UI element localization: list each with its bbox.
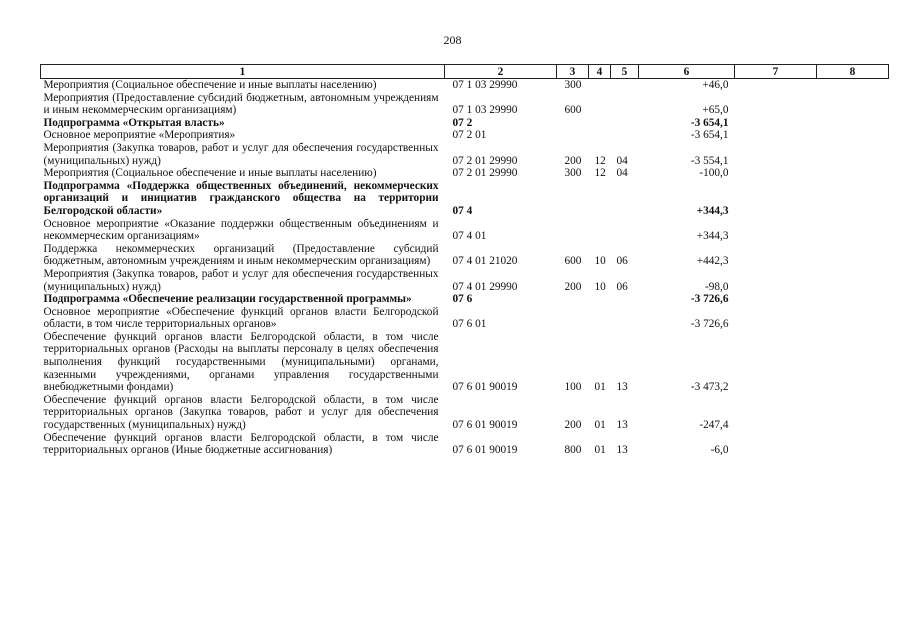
column-header: 4 (589, 65, 611, 79)
row-amount: -3 654,1 (690, 116, 729, 129)
row-col3 (557, 117, 589, 130)
row-name: Мероприятия (Предоставление субсидий бюджетным, автономным учреждениям и иным некоммерческим организациям) (43, 91, 439, 117)
row-name: Подпрограмма «Открытая власть» (43, 116, 225, 129)
row-col7 (735, 432, 817, 457)
row-col5 (611, 293, 639, 306)
row-col5: 13 (616, 381, 628, 394)
row-col7 (735, 117, 817, 130)
row-col7 (735, 142, 817, 167)
table-row (41, 306, 889, 331)
row-code: 07 6 01 (452, 318, 487, 331)
row-col4: 10 (594, 255, 606, 268)
row-code: 07 4 01 29990 (452, 280, 518, 293)
row-col3 (557, 129, 589, 142)
column-header: 7 (735, 65, 817, 79)
row-amount: -98,0 (704, 280, 729, 293)
row-col8 (817, 167, 889, 180)
row-col5 (611, 306, 639, 331)
row-code: 07 2 01 29990 (452, 167, 518, 180)
row-amount: -247,4 (699, 419, 729, 432)
row-code: 07 2 01 29990 (452, 154, 518, 167)
table-row (41, 268, 889, 293)
row-col4 (589, 129, 611, 142)
row-col4 (589, 293, 611, 306)
row-col3: 300 (564, 167, 582, 180)
page-number: 208 (443, 33, 462, 47)
table-row (41, 129, 889, 142)
row-col4: 01 (594, 444, 606, 457)
row-name: Поддержка некоммерческих организаций (Предоставление субсидий бюджетным, автономным учреждениям и иным некоммерческим организациям) (43, 242, 439, 268)
row-col4: 12 (594, 154, 606, 167)
table-row (41, 92, 889, 117)
row-col7 (735, 293, 817, 306)
row-code: 07 4 (452, 204, 473, 217)
row-code: 07 6 01 90019 (452, 419, 518, 432)
row-col7 (735, 243, 817, 268)
row-amount: +442,3 (696, 255, 729, 268)
row-col5 (611, 117, 639, 130)
row-col7 (735, 92, 817, 117)
row-col3 (557, 306, 589, 331)
row-name: Обеспечение функций органов власти Белгородской области, в том числе территориальных органов (Закупка товаров, работ и услуг для обеспечения государственных (муниципальных) нужд) (43, 393, 439, 432)
row-amount: -100,0 (699, 167, 729, 180)
row-code: 07 1 03 29990 (452, 104, 518, 117)
row-col7 (735, 331, 817, 394)
row-col5 (611, 180, 639, 218)
row-amount: -3 726,6 (690, 318, 729, 331)
row-col7 (735, 167, 817, 180)
table-row (41, 243, 889, 268)
row-col4: 01 (594, 419, 606, 432)
row-code: 07 6 01 90019 (452, 381, 518, 394)
table-header-row (41, 65, 889, 79)
row-amount: -3 473,2 (690, 381, 729, 394)
table-row (41, 293, 889, 306)
row-col4 (589, 117, 611, 130)
row-col7 (735, 268, 817, 293)
row-col4 (589, 92, 611, 117)
row-col8 (817, 92, 889, 117)
table-row (41, 331, 889, 394)
row-code: 07 1 03 29990 (452, 79, 518, 91)
row-col3: 100 (564, 381, 582, 394)
row-col4 (589, 306, 611, 331)
row-col5: 13 (616, 419, 628, 432)
table-row (41, 432, 889, 457)
row-col8 (817, 117, 889, 130)
row-name: Основное мероприятие «Мероприятия» (43, 129, 236, 142)
row-amount: +344,3 (696, 204, 729, 217)
row-col3: 200 (564, 154, 582, 167)
row-col3: 600 (564, 255, 582, 268)
table-body (41, 79, 889, 457)
row-col4: 01 (594, 381, 606, 394)
row-col3: 200 (564, 419, 582, 432)
row-name: Основное мероприятие «Оказание поддержки общественным объединениям и некоммерческим организациям» (43, 217, 439, 243)
row-col5: 04 (616, 167, 628, 180)
row-col8 (817, 180, 889, 218)
row-col5 (611, 79, 639, 92)
row-col3 (557, 180, 589, 218)
row-col7 (735, 306, 817, 331)
row-col5 (611, 92, 639, 117)
row-col4 (589, 218, 611, 243)
table-row (41, 167, 889, 180)
row-col8 (817, 394, 889, 432)
column-header: 1 (41, 65, 445, 79)
row-col3 (557, 218, 589, 243)
row-name: Мероприятия (Закупка товаров, работ и услуг для обеспечения государственных (муниципальных) нужд) (43, 141, 439, 167)
row-col8 (817, 293, 889, 306)
row-col3 (557, 293, 589, 306)
row-col5 (611, 129, 639, 142)
table-row (41, 142, 889, 167)
row-col4 (589, 180, 611, 218)
row-code: 07 2 (452, 116, 473, 129)
row-col7 (735, 79, 817, 92)
row-name: Основное мероприятие «Обеспечение функций органов власти Белгородской области, в том числе территориальных органов» (43, 305, 439, 331)
row-code: 07 4 01 (452, 230, 487, 243)
row-col3: 600 (564, 104, 582, 117)
row-col4: 12 (594, 167, 606, 180)
row-code: 07 6 01 90019 (452, 444, 518, 457)
column-header: 5 (611, 65, 639, 79)
row-name: Мероприятия (Социальное обеспечение и иные выплаты населению) (43, 167, 377, 180)
row-name: Мероприятия (Закупка товаров, работ и услуг для обеспечения государственных (муниципальных) нужд) (43, 267, 439, 293)
row-col4: 10 (594, 280, 606, 293)
column-header: 3 (557, 65, 589, 79)
row-amount: -3 554,1 (690, 154, 729, 167)
row-col5: 13 (616, 444, 628, 457)
row-name: Обеспечение функций органов власти Белгородской области, в том числе территориальных органов (Иные бюджетные ассигнования) (43, 431, 439, 457)
row-name: Подпрограмма «Поддержка общественных объединений, некоммерческих организаций и инициатив гражданского общества на территории Белгородской области» (43, 179, 439, 217)
row-col5: 06 (616, 280, 628, 293)
row-col7 (735, 180, 817, 218)
row-col8 (817, 432, 889, 457)
row-col5: 04 (616, 154, 628, 167)
row-name: Подпрограмма «Обеспечение реализации государственной программы» (43, 293, 412, 306)
row-col8 (817, 79, 889, 92)
row-amount: +65,0 (702, 104, 729, 117)
table-row (41, 117, 889, 130)
row-amount: +344,3 (696, 230, 729, 243)
row-amount: -6,0 (710, 444, 729, 457)
row-col5: 06 (616, 255, 628, 268)
row-amount: -3 654,1 (690, 129, 729, 142)
row-col7 (735, 394, 817, 432)
row-col7 (735, 218, 817, 243)
row-col4 (589, 79, 611, 92)
row-col7 (735, 129, 817, 142)
row-code: 07 2 01 (452, 129, 487, 142)
row-col8 (817, 331, 889, 394)
row-col3: 300 (564, 79, 582, 91)
row-col8 (817, 142, 889, 167)
row-col8 (817, 306, 889, 331)
column-header: 8 (817, 65, 889, 79)
row-col8 (817, 243, 889, 268)
column-header: 6 (639, 65, 735, 79)
budget-table (40, 64, 889, 457)
row-col8 (817, 129, 889, 142)
row-code: 07 4 01 21020 (452, 255, 518, 268)
row-name: Обеспечение функций органов власти Белгородской области, в том числе территориальных органов (Расходы на выплаты персоналу в целях обеспечения выполнения функций государственными (муниципальными) органами, казенными учреждениями, органами управления государственными внебюджетными фондами) (43, 330, 439, 394)
row-col3: 800 (564, 444, 582, 457)
column-header: 2 (445, 65, 557, 79)
row-code: 07 6 (452, 293, 473, 306)
table-row (41, 180, 889, 218)
table-row (41, 79, 889, 92)
row-col8 (817, 268, 889, 293)
row-col3: 200 (564, 280, 582, 293)
row-amount: -3 726,6 (690, 293, 729, 306)
row-amount: +46,0 (702, 79, 729, 91)
table-row (41, 394, 889, 432)
table-row (41, 218, 889, 243)
row-col8 (817, 218, 889, 243)
row-name: Мероприятия (Социальное обеспечение и иные выплаты населению) (43, 79, 377, 91)
row-col5 (611, 218, 639, 243)
